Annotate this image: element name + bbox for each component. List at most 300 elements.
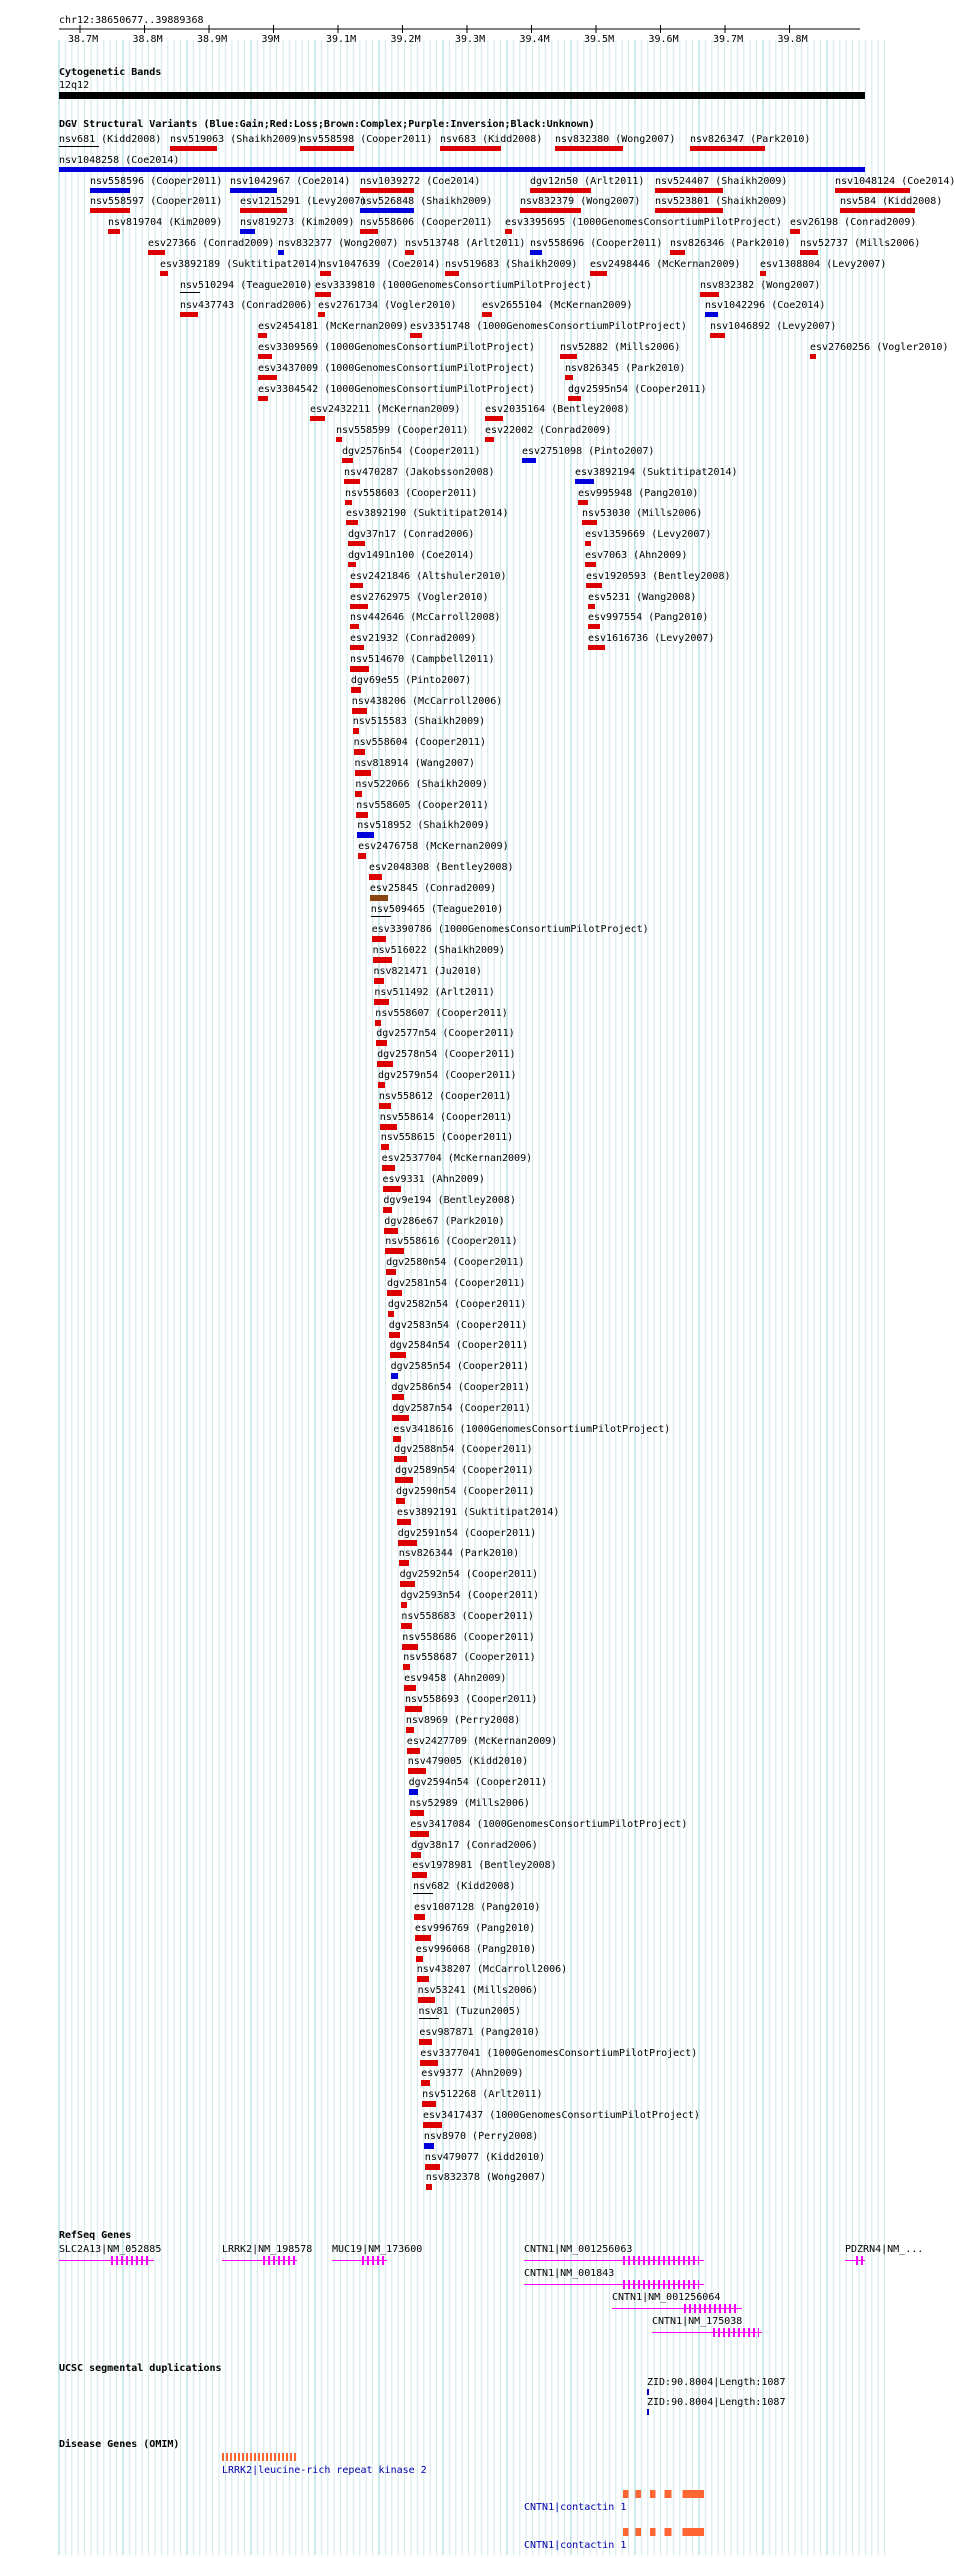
dgv-variant-label: nsv1048258 (Coe2014) <box>59 154 180 166</box>
dgv-variant-bar[interactable] <box>351 687 361 693</box>
dgv-variant-bar[interactable] <box>420 2060 438 2066</box>
dgv-variant-bar[interactable] <box>378 1082 385 1088</box>
refseq-gene-exons[interactable] <box>623 2280 699 2289</box>
dgv-variant-bar[interactable] <box>391 1373 398 1379</box>
dgv-variant-bar[interactable] <box>180 292 200 293</box>
refseq-gene-exons[interactable] <box>111 2256 151 2265</box>
dgv-variant-label: dgv2578n54 (Cooper2011) <box>377 1049 516 1061</box>
dgv-variant-bar[interactable] <box>590 271 607 276</box>
refseq-track-title: RefSeq Genes <box>59 2230 132 2241</box>
dgv-variant-label: nsv437743 (Conrad2006) <box>180 300 313 312</box>
dgv-variant-bar[interactable] <box>377 1061 393 1067</box>
dgv-variant-label: esv996068 (Pang2010) <box>415 1943 537 1955</box>
dgv-variant-label: esv27366 (Conrad2009) <box>148 238 275 249</box>
dgv-variant-bar[interactable] <box>399 1560 409 1566</box>
dgv-variant-label: esv2035164 (Bentley2008) <box>485 404 630 416</box>
dgv-variant-bar[interactable] <box>410 1831 429 1837</box>
dgv-variant-bar[interactable] <box>585 541 591 546</box>
dgv-variant-label: dgv69e55 (Pinto2007) <box>350 674 472 686</box>
dgv-variant-bar[interactable] <box>575 479 594 484</box>
refseq-gene-label: SLC2A13|NM_052885 <box>59 2244 162 2255</box>
dgv-variant-bar[interactable] <box>385 1248 404 1254</box>
dgv-variant-label: esv2421846 (Altshuler2010) <box>350 570 507 582</box>
segdup-label: ZID:90.8004|Length:1087 <box>647 2377 786 2388</box>
refseq-gene-label: CNTN1|NM_175038 <box>652 2316 743 2327</box>
dgv-variant-label: esv1359669 (Levy2007) <box>585 529 712 541</box>
dgv-variant-label: dgv2591n54 (Cooper2011) <box>397 1527 537 1539</box>
dgv-variant-label: nsv558596 (Cooper2011) <box>90 175 223 187</box>
dgv-variant-bar[interactable] <box>160 271 168 276</box>
dgv-variant-bar[interactable] <box>170 146 217 151</box>
dgv-variant-bar[interactable] <box>398 1540 417 1546</box>
dgv-variant-bar[interactable] <box>411 1852 421 1858</box>
dgv-variant-label: dgv2576n54 (Cooper2011) <box>342 446 481 457</box>
dgv-variant-bar[interactable] <box>417 1976 429 1982</box>
dgv-variant-bar[interactable] <box>370 895 388 901</box>
dgv-variant-label: esv3892191 (Suktitipat2014) <box>396 1506 560 1518</box>
dgv-variant-bar[interactable] <box>355 791 362 797</box>
dgv-variant-label: esv1215291 (Levy2007) <box>240 196 367 208</box>
dgv-variant-label: esv9331 (Ahn2009) <box>382 1174 485 1185</box>
dgv-variant-label: nsv818914 (Wang2007) <box>354 758 475 769</box>
dgv-variant-bar[interactable] <box>485 437 494 442</box>
refseq-gene-label: MUC19|NM_173600 <box>332 2244 423 2255</box>
dgv-variant-label: nsv826347 (Park2010) <box>690 134 811 145</box>
dgv-variant-label: nsv8969 (Perry2008) <box>405 1714 521 1726</box>
dgv-variant-label: nsv826345 (Park2010) <box>565 362 686 374</box>
dgv-variant-bar[interactable] <box>406 1727 414 1733</box>
omim-gene-label[interactable]: CNTN1|contactin 1 <box>524 2502 627 2513</box>
dgv-variant-bar[interactable] <box>258 375 277 380</box>
refseq-gene-label: PDZRN4|NM_... <box>845 2244 924 2255</box>
refseq-gene-label: CNTN1|NM_001256063 <box>524 2244 633 2255</box>
dgv-variant-bar[interactable] <box>148 250 165 255</box>
dgv-variant-label: nsv1042296 (Coe2014) <box>705 300 826 312</box>
dgv-variant-label: esv995948 (Pang2010) <box>578 487 699 499</box>
dgv-variant-bar[interactable] <box>410 333 422 338</box>
dgv-variant-bar[interactable] <box>389 1332 400 1338</box>
dgv-variant-bar[interactable] <box>565 375 573 380</box>
dgv-variant-label: esv2761734 (Vogler2010) <box>318 300 457 312</box>
dgv-variant-label: esv3351748 (1000GenomesConsortiumPilotProject) <box>410 321 687 333</box>
dgv-variant-bar[interactable] <box>350 604 368 609</box>
dgv-variant-label: nsv558607 (Cooper2011) <box>375 1007 508 1019</box>
dgv-variant-label: nsv512268 (Arlt2011) <box>422 2089 543 2101</box>
dgv-variant-label: esv3304542 (1000GenomesConsortiumPilotProject) <box>258 383 535 395</box>
dgv-variant-bar[interactable] <box>690 146 765 151</box>
dgv-variant-bar[interactable] <box>840 208 915 213</box>
dgv-variant-bar[interactable] <box>387 1290 402 1296</box>
dgv-variant-label: nsv509465 (Teague2010) <box>370 903 504 915</box>
dgv-variant-bar[interactable] <box>418 1997 435 2003</box>
dgv-variant-label: dgv37n17 (Conrad2006) <box>348 529 475 541</box>
dgv-variant-bar[interactable] <box>108 229 120 234</box>
dgv-variant-bar[interactable] <box>345 500 352 505</box>
dgv-variant-bar[interactable] <box>424 2143 434 2149</box>
dgv-variant-label: nsv52737 (Mills2006) <box>800 238 921 249</box>
omim-track-title: Disease Genes (OMIM) <box>59 2439 180 2450</box>
dgv-variant-label: nsv558597 (Cooper2011) <box>90 196 223 208</box>
dgv-variant-bar[interactable] <box>400 1581 415 1587</box>
dgv-variant-bar[interactable] <box>320 271 331 276</box>
dgv-variant-bar[interactable] <box>402 1644 418 1650</box>
dgv-variant-bar[interactable] <box>401 1602 407 1608</box>
dgv-variant-label: nsv1039272 (Coe2014) <box>360 175 481 187</box>
ruler-tick-label: 39M <box>261 34 280 45</box>
dgv-variant-label: nsv515583 (Shaikh2009) <box>352 716 486 728</box>
dgv-variant-bar[interactable] <box>360 188 414 193</box>
dgv-variant-bar[interactable] <box>800 250 818 255</box>
dgv-variant-bar[interactable] <box>350 583 363 588</box>
dgv-variant-bar[interactable] <box>419 2039 432 2045</box>
dgv-variant-bar[interactable] <box>588 604 595 609</box>
ruler-tick-label: 39.1M <box>326 34 357 45</box>
dgv-variant-label: nsv558615 (Cooper2011) <box>380 1132 514 1144</box>
dgv-variant-label: dgv2579n54 (Cooper2011) <box>378 1070 517 1081</box>
refseq-gene-exons[interactable] <box>263 2256 295 2265</box>
dgv-variant-label: nsv513748 (Arlt2011) <box>405 238 526 249</box>
dgv-variant-label: esv2454181 (McKernan2009) <box>258 321 409 333</box>
refseq-gene-label: CNTN1|NM_001843 <box>524 2268 615 2279</box>
dgv-variant-label: nsv558604 (Cooper2011) <box>353 737 487 749</box>
dgv-variant-label: dgv38n17 (Conrad2006) <box>411 1839 538 1851</box>
refseq-gene-exons[interactable] <box>856 2256 864 2265</box>
dgv-variant-bar[interactable] <box>415 1935 431 1941</box>
cytoband-track-title: Cytogenetic Bands <box>59 67 162 78</box>
refseq-gene-exons[interactable] <box>623 2256 699 2265</box>
dgv-variant-bar[interactable] <box>655 188 723 193</box>
dgv-variant-bar[interactable] <box>530 250 542 255</box>
dgv-variant-bar[interactable] <box>369 874 382 880</box>
dgv-variant-bar[interactable] <box>422 2101 436 2107</box>
dgv-variant-label: nsv526848 (Shaikh2009) <box>360 196 493 208</box>
dgv-variant-label: dgv2581n54 (Cooper2011) <box>387 1278 526 1289</box>
dgv-variant-bar[interactable] <box>383 1207 392 1213</box>
ruler-tick-label: 39.2M <box>390 34 421 45</box>
dgv-variant-bar[interactable] <box>440 146 501 151</box>
dgv-variant-bar[interactable] <box>310 416 325 421</box>
dgv-variant-label: esv26198 (Conrad2009) <box>790 217 917 229</box>
dgv-variant-label: esv2537704 (McKernan2009) <box>381 1153 533 1165</box>
dgv-variant-bar[interactable] <box>655 208 723 213</box>
dgv-variant-bar[interactable] <box>90 208 130 213</box>
dgv-variant-label: dgv2584n54 (Cooper2011) <box>389 1340 529 1352</box>
dgv-variant-bar[interactable] <box>555 146 623 151</box>
dgv-variant-label: esv2760256 (Vogler2010) <box>810 342 949 353</box>
dgv-variant-label: esv3395695 (1000GenomesConsortiumPilotProject) <box>505 217 782 229</box>
dgv-variant-label: dgv286e67 (Park2010) <box>384 1215 505 1227</box>
dgv-variant-label: esv3390786 (1000GenomesConsortiumPilotProject) <box>371 924 649 936</box>
dgv-variant-bar[interactable] <box>180 312 198 317</box>
refseq-gene-exons[interactable] <box>713 2328 759 2337</box>
dgv-variant-label: esv996769 (Pang2010) <box>414 1922 536 1934</box>
dgv-variant-label: nsv584 (Kidd2008) <box>840 196 943 208</box>
dgv-variant-label: dgv2594n54 (Cooper2011) <box>408 1777 548 1789</box>
dgv-variant-label: nsv832377 (Wong2007) <box>278 238 399 249</box>
refseq-gene-label: CNTN1|NM_001256064 <box>612 2292 721 2303</box>
dgv-variant-label: nsv832382 (Wong2007) <box>700 279 821 291</box>
dgv-variant-label: nsv53030 (Mills2006) <box>582 508 703 520</box>
dgv-variant-bar[interactable] <box>258 396 268 401</box>
dgv-variant-bar[interactable] <box>258 333 267 338</box>
dgv-variant-bar[interactable] <box>318 312 325 317</box>
dgv-variant-label: nsv558686 (Cooper2011) <box>402 1631 535 1643</box>
dgv-variant-bar[interactable] <box>445 271 459 276</box>
segdup-label: ZID:90.8004|Length:1087 <box>647 2397 786 2408</box>
dgv-variant-label: dgv2585n54 (Cooper2011) <box>390 1361 530 1373</box>
dgv-variant-bar[interactable] <box>342 458 353 463</box>
dgv-variant-bar[interactable] <box>373 957 392 963</box>
dgv-variant-bar[interactable] <box>353 728 359 734</box>
dgv-variant-label: nsv832379 (Wong2007) <box>520 196 641 208</box>
dgv-variant-label: nsv683 (Kidd2008) <box>440 134 543 145</box>
dgv-variant-label: esv3417437 (1000GenomesConsortiumPilotProject) <box>423 2110 700 2121</box>
dgv-variant-label: nsv1046892 (Levy2007) <box>710 321 837 333</box>
dgv-variant-bar[interactable] <box>350 645 364 650</box>
dgv-variant-bar[interactable] <box>380 1124 397 1130</box>
dgv-variant-label: nsv819273 (Kim2009) <box>240 217 355 229</box>
dgv-variant-bar[interactable] <box>372 936 386 942</box>
dgv-variant-bar[interactable] <box>348 541 365 546</box>
dgv-variant-bar[interactable] <box>375 1020 381 1026</box>
dgv-variant-bar[interactable] <box>388 1311 394 1317</box>
dgv-variant-bar[interactable] <box>505 229 512 234</box>
dgv-variant-bar[interactable] <box>403 1664 410 1670</box>
dgv-variant-bar[interactable] <box>360 229 378 234</box>
dgv-variant-label: esv1978981 (Bentley2008) <box>412 1860 557 1872</box>
dgv-variant-label: nsv819704 (Kim2009) <box>108 217 223 229</box>
dgv-variant-bar[interactable] <box>394 1456 407 1462</box>
dgv-variant-bar[interactable] <box>810 354 816 359</box>
dgv-variant-label: esv3892194 (Suktitipat2014) <box>575 466 738 478</box>
ruler-tick-label: 39.5M <box>584 34 615 45</box>
dgv-variant-bar[interactable] <box>355 770 371 776</box>
dgv-variant-bar[interactable] <box>395 1477 413 1483</box>
dgv-variant-bar[interactable] <box>421 2080 430 2086</box>
dgv-variant-label: nsv558599 (Cooper2011) <box>336 425 469 437</box>
dgv-variant-bar[interactable] <box>397 1519 411 1525</box>
dgv-variant-bar[interactable] <box>578 500 588 505</box>
dgv-variant-bar[interactable] <box>376 1040 387 1046</box>
dgv-variant-label: nsv832380 (Wong2007) <box>555 134 676 145</box>
dgv-variant-bar[interactable] <box>278 250 284 255</box>
dgv-variant-bar[interactable] <box>396 1498 405 1504</box>
dgv-variant-label: nsv821471 (Ju2010) <box>373 966 482 977</box>
dgv-variant-label: nsv516022 (Shaikh2009) <box>372 945 506 957</box>
dgv-variant-label: nsv1042967 (Coe2014) <box>230 175 351 187</box>
dgv-variant-label: esv2762975 (Vogler2010) <box>350 591 489 603</box>
omim-gene-label[interactable]: CNTN1|contactin 1 <box>524 2540 627 2551</box>
dgv-variant-label: nsv438207 (McCarroll2006) <box>416 1964 568 1976</box>
dgv-variant-bar[interactable] <box>588 624 600 629</box>
dgv-variant-label: nsv826344 (Park2010) <box>398 1548 520 1560</box>
segdup-bar[interactable] <box>647 2389 649 2395</box>
ruler-tick-label: 39.7M <box>713 34 744 45</box>
dgv-variant-bar[interactable] <box>383 1186 401 1192</box>
dgv-variant-bar[interactable] <box>360 208 414 213</box>
dgv-variant-bar[interactable] <box>386 1269 396 1275</box>
dgv-variant-label: esv3437009 (1000GenomesConsortiumPilotProject) <box>258 362 535 374</box>
dgv-variant-label: esv3892189 (Suktitipat2014) <box>160 258 323 270</box>
dgv-variant-bar[interactable] <box>348 562 356 567</box>
dgv-variant-label: dgv12n50 (Arlt2011) <box>530 175 645 187</box>
dgv-variant-label: esv3418616 (1000GenomesConsortiumPilotProject) <box>393 1423 671 1435</box>
dgv-variant-bar[interactable] <box>404 1685 416 1691</box>
dgv-variant-label: dgv2583n54 (Cooper2011) <box>388 1319 528 1331</box>
dgv-variant-bar[interactable] <box>381 1144 389 1150</box>
dgv-variant-bar[interactable] <box>425 2164 440 2170</box>
dgv-variant-bar[interactable] <box>414 1914 425 1920</box>
refseq-gene-exons[interactable] <box>684 2304 739 2313</box>
dgv-variant-bar[interactable] <box>379 1103 391 1109</box>
dgv-variant-bar[interactable] <box>240 208 287 213</box>
dgv-variant-label: nsv470287 (Jakobsson2008) <box>344 466 495 478</box>
dgv-variant-label: nsv558605 (Cooper2011) <box>356 799 489 811</box>
dgv-variant-bar[interactable] <box>346 520 358 525</box>
dgv-variant-label: esv1920593 (Bentley2008) <box>586 570 731 582</box>
dgv-variant-bar[interactable] <box>390 1352 406 1358</box>
dgv-variant-bar[interactable] <box>419 2018 439 2019</box>
dgv-variant-bar[interactable] <box>90 188 130 193</box>
segdup-bar[interactable] <box>647 2409 649 2415</box>
dgv-variant-bar[interactable] <box>485 416 503 421</box>
dgv-variant-bar[interactable] <box>357 832 374 838</box>
dgv-variant-bar[interactable] <box>405 250 414 255</box>
dgv-variant-bar[interactable] <box>705 312 718 317</box>
dgv-variant-label: nsv682 (Kidd2008) <box>413 1881 516 1893</box>
dgv-variant-bar[interactable] <box>59 167 865 172</box>
dgv-variant-label: nsv479005 (Kidd2010) <box>407 1756 529 1768</box>
dgv-variant-bar[interactable] <box>354 749 365 755</box>
dgv-variant-label: nsv438206 (McCarroll2006) <box>351 695 503 707</box>
dgv-variant-bar[interactable] <box>588 645 605 650</box>
dgv-variant-bar[interactable] <box>230 188 277 193</box>
dgv-variant-bar[interactable] <box>300 146 354 151</box>
dgv-variant-bar[interactable] <box>392 1394 404 1400</box>
dgv-variant-bar[interactable] <box>392 1415 409 1421</box>
dgv-variant-label: esv2476758 (McKernan2009) <box>358 841 509 853</box>
dgv-variant-bar[interactable] <box>405 1706 422 1712</box>
dgv-variant-label: dgv2588n54 (Cooper2011) <box>394 1444 533 1456</box>
dgv-variant-bar[interactable] <box>382 1165 395 1171</box>
dgv-variant-bar[interactable] <box>410 1810 424 1816</box>
dgv-variant-label: esv3417084 (1000GenomesConsortiumPilotProject) <box>410 1818 688 1830</box>
dgv-variant-bar[interactable] <box>358 853 366 859</box>
dgv-variant-label: nsv826346 (Park2010) <box>670 238 791 249</box>
refseq-gene-exons[interactable] <box>362 2256 385 2265</box>
dgv-variant-bar[interactable] <box>352 708 367 714</box>
dgv-variant-label: esv9458 (Ahn2009) <box>404 1673 507 1685</box>
dgv-variant-label: nsv442646 (McCarroll2008) <box>350 612 501 624</box>
dgv-variant-bar[interactable] <box>760 271 766 276</box>
dgv-variant-bar[interactable] <box>482 312 492 317</box>
dgv-variant-label: nsv558614 (Cooper2011) <box>379 1111 513 1123</box>
dgv-variant-bar[interactable] <box>409 1789 418 1795</box>
dgv-variant-bar[interactable] <box>710 333 725 338</box>
dgv-variant-label: esv987871 (Pang2010) <box>419 2026 540 2038</box>
dgv-variant-bar[interactable] <box>401 1623 412 1629</box>
dgv-variant-bar[interactable] <box>344 479 360 484</box>
dgv-variant-label: esv1007128 (Pang2010) <box>414 1902 541 1913</box>
dgv-variant-bar[interactable] <box>350 624 359 629</box>
dgv-variant-bar[interactable] <box>384 1228 398 1234</box>
dgv-variant-bar[interactable] <box>240 229 255 234</box>
omim-gene-label[interactable]: LRRK2|leucine-rich repeat kinase 2 <box>222 2465 427 2476</box>
dgv-variant-bar[interactable] <box>412 1872 427 1878</box>
dgv-variant-label: nsv1047639 (Coe2014) <box>320 258 441 270</box>
dgv-variant-bar[interactable] <box>315 292 331 297</box>
dgv-variant-bar[interactable] <box>374 978 384 984</box>
dgv-variant-bar[interactable] <box>560 354 577 359</box>
dgv-variant-bar[interactable] <box>350 666 369 672</box>
cytoband-bar[interactable] <box>59 92 865 99</box>
dgv-variant-label: nsv514670 (Campbell2011) <box>350 654 495 665</box>
dgv-variant-label: esv2498446 (McKernan2009) <box>590 258 741 270</box>
ruler-region-label: chr12:38650677..39889368 <box>59 15 204 26</box>
omim-gene-glyph[interactable] <box>222 2453 297 2461</box>
dgv-variant-bar[interactable] <box>520 208 581 213</box>
dgv-variant-bar[interactable] <box>426 2184 432 2190</box>
dgv-variant-bar[interactable] <box>582 520 597 525</box>
dgv-variant-bar[interactable] <box>790 229 800 234</box>
dgv-variant-bar[interactable] <box>258 354 272 359</box>
dgv-variant-label: esv997554 (Pang2010) <box>588 612 709 624</box>
dgv-variant-label: nsv558612 (Cooper2011) <box>378 1090 512 1102</box>
dgv-variant-bar[interactable] <box>568 396 581 401</box>
dgv-variant-bar[interactable] <box>585 562 596 567</box>
dgv-variant-label: nsv1048124 (Coe2014) <box>835 175 955 187</box>
dgv-variant-label: nsv558603 (Cooper2011) <box>345 487 478 499</box>
dgv-variant-label: nsv558616 (Cooper2011) <box>385 1236 518 1248</box>
dgv-variant-bar[interactable] <box>371 916 391 917</box>
ruler-tick-label: 38.9M <box>197 34 228 45</box>
dgv-variant-label: nsv81 (Tuzun2005) <box>418 2006 521 2017</box>
ruler-tick-label: 39.3M <box>455 34 486 45</box>
dgv-variant-label: nsv558693 (Cooper2011) <box>405 1694 538 1705</box>
dgv-variant-label: esv2432211 (McKernan2009) <box>310 404 461 416</box>
dgv-variant-label: esv7063 (Ahn2009) <box>585 550 688 561</box>
dgv-variant-label: nsv558696 (Cooper2011) <box>530 238 663 249</box>
dgv-variant-label: nsv832378 (Wong2007) <box>425 2172 547 2184</box>
dgv-variant-bar[interactable] <box>408 1768 426 1774</box>
dgv-variant-bar[interactable] <box>586 583 602 588</box>
dgv-variant-bar[interactable] <box>835 188 910 193</box>
omim-gene-glyph[interactable] <box>524 2528 704 2536</box>
dgv-variant-bar[interactable] <box>413 1893 433 1894</box>
dgv-variant-bar[interactable] <box>374 999 389 1005</box>
dgv-variant-bar[interactable] <box>407 1748 420 1754</box>
dgv-variant-bar[interactable] <box>423 2122 442 2128</box>
dgv-variant-bar[interactable] <box>522 458 536 463</box>
dgv-variant-bar[interactable] <box>416 1956 423 1962</box>
dgv-variant-label: dgv2595n54 (Cooper2011) <box>568 383 707 395</box>
dgv-track-title: DGV Structural Variants (Blue:Gain;Red:Loss;Brown:Complex;Purple:Inversion;Black:Unknown) <box>59 119 595 130</box>
dgv-variant-bar[interactable] <box>670 250 685 255</box>
dgv-variant-label: nsv522066 (Shaikh2009) <box>355 778 488 790</box>
dgv-variant-bar[interactable] <box>700 292 719 297</box>
ruler-tick-label: 39.8M <box>777 34 808 45</box>
dgv-variant-label: dgv2592n54 (Cooper2011) <box>399 1569 539 1581</box>
dgv-variant-bar[interactable] <box>336 437 342 442</box>
omim-gene-glyph[interactable] <box>524 2490 704 2498</box>
dgv-variant-label: esv3377041 (1000GenomesConsortiumPilotProject) <box>420 2047 698 2059</box>
dgv-variant-bar[interactable] <box>59 146 99 147</box>
dgv-variant-label: nsv524407 (Shaikh2009) <box>655 175 788 187</box>
segdup-track-title: UCSC segmental duplications <box>59 2363 222 2374</box>
dgv-variant-bar[interactable] <box>393 1436 401 1442</box>
dgv-variant-bar[interactable] <box>356 812 368 818</box>
dgv-variant-bar[interactable] <box>530 188 591 193</box>
